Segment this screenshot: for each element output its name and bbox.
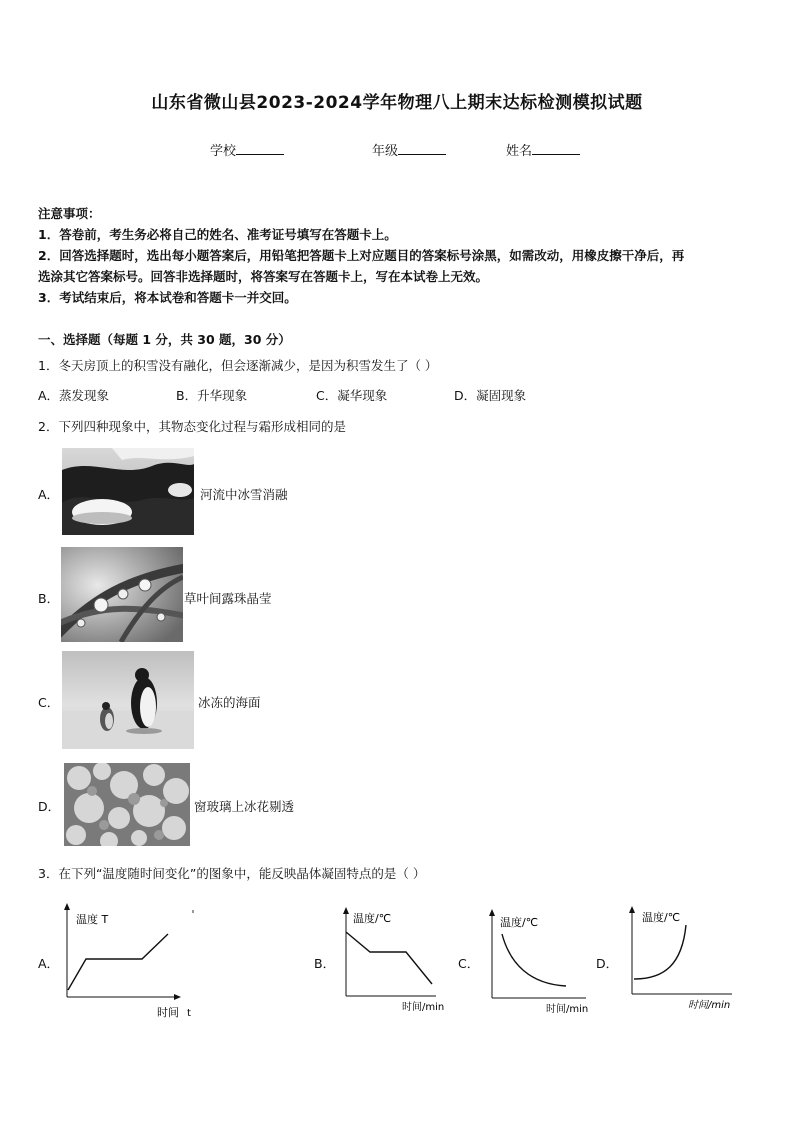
question-2-option-b-caption: 草叶间露珠晶莹: [184, 591, 272, 606]
graph-a-xunit: t: [187, 1008, 191, 1019]
graph-a-x-arrow: [174, 994, 181, 1000]
question-2-stem: 2．下列四种现象中，其物态变化过程与霜形成相同的是: [38, 419, 346, 434]
question-3-stem: 3．在下列“温度随时间变化”的图象中，能反映晶体凝固特点的是（ ）: [38, 866, 426, 881]
graph-a-xlabel: 时间: [157, 1006, 179, 1019]
notice-heading: 注意事项：: [38, 206, 101, 221]
graph-a-y-arrow: [64, 903, 70, 910]
ice-melting-river-photo: [62, 448, 194, 535]
graph-b-y-arrow: [343, 907, 349, 914]
section-heading: 一、选择题（每题 1 分，共 30 题，30 分）: [38, 332, 291, 347]
question-2-option-a-letter[interactable]: A．: [38, 487, 60, 502]
question-2-option-d-letter[interactable]: D．: [38, 799, 61, 814]
graph-c-ylabel: 温度/℃: [500, 916, 539, 929]
grade-label: 年级: [372, 144, 399, 159]
name-field: [506, 140, 580, 159]
school-field: [210, 140, 284, 159]
notice-item-2-line-1: 2．回答选择题时，选出每小题答案后，用铅笔把答题卡上对应题目的答案标号涂黑，如需改动，用橡皮擦干净后，再: [38, 248, 685, 263]
question-2-option-b-letter[interactable]: B．: [38, 591, 60, 606]
dew-on-grass-photo: [61, 547, 183, 642]
graph-d-y-arrow: [629, 906, 635, 913]
notice-item-3: 3．考试结束后，将本试卷和答题卡一并交回。: [38, 290, 297, 305]
graph-d-curve: [634, 925, 686, 979]
question-1-stem: 1．冬天房顶上的积雪没有融化，但会逐渐减少，是因为积雪发生了（ ）: [38, 358, 438, 373]
grade-blank[interactable]: [398, 143, 446, 155]
graph-b-xlabel: 时间/min: [402, 1002, 445, 1013]
name-blank[interactable]: [532, 143, 580, 155]
graph-a-ylabel: 温度 T: [76, 913, 109, 926]
question-2-option-d-caption: 窗玻璃上冰花剔透: [194, 799, 295, 814]
grade-field: [372, 140, 446, 159]
graph-d-ylabel: 温度/℃: [642, 911, 681, 924]
question-2-option-c-letter[interactable]: C．: [38, 695, 60, 710]
frozen-sea-penguins-photo: [62, 651, 194, 749]
question-2-option-c-caption: 冰冻的海面: [198, 695, 261, 710]
notice-item-1: 1．答卷前，考生务必将自己的姓名、准考证号填写在答题卡上。: [38, 227, 397, 242]
graph-a-curve: [68, 934, 168, 990]
window-ice-flowers-photo: [64, 763, 190, 846]
graph-b-ylabel: 温度/℃: [353, 912, 392, 925]
question-3-option-d-letter[interactable]: D．: [596, 956, 619, 971]
question-1-option-c[interactable]: C．凝华现象: [316, 388, 388, 403]
question-1-option-d[interactable]: D．凝固现象: [454, 388, 527, 403]
question-1-option-a[interactable]: A．蒸发现象: [38, 388, 110, 403]
graph-d: [624, 903, 744, 1015]
name-label: 姓名: [506, 144, 533, 159]
question-3-option-b-letter[interactable]: B．: [314, 956, 336, 971]
graph-b-curve: [346, 932, 432, 984]
page-title: 山东省微山县2023-2024学年物理八上期末达标检测模拟试题: [151, 93, 643, 113]
graph-c-y-arrow: [489, 909, 495, 916]
graph-c-xlabel: 时间/min: [546, 1004, 589, 1015]
graph-a: [60, 900, 200, 1025]
question-1-option-b[interactable]: B．升华现象: [176, 388, 248, 403]
graph-c: [484, 906, 599, 1018]
notice-item-2-line-2: 选涂其它答案标号。回答非选择题时，将答案写在答题卡上，写在本试卷上无效。: [38, 269, 489, 284]
school-label: 学校: [210, 144, 237, 159]
question-2-option-a-caption: 河流中冰雪消融: [200, 487, 288, 502]
graph-c-curve: [502, 934, 566, 986]
graph-d-xlabel: 时间/min: [688, 1000, 731, 1011]
school-blank[interactable]: [236, 143, 284, 155]
question-3-option-a-letter[interactable]: A．: [38, 956, 60, 971]
question-3-option-c-letter[interactable]: C．: [458, 956, 480, 971]
graph-b: [338, 904, 453, 1014]
